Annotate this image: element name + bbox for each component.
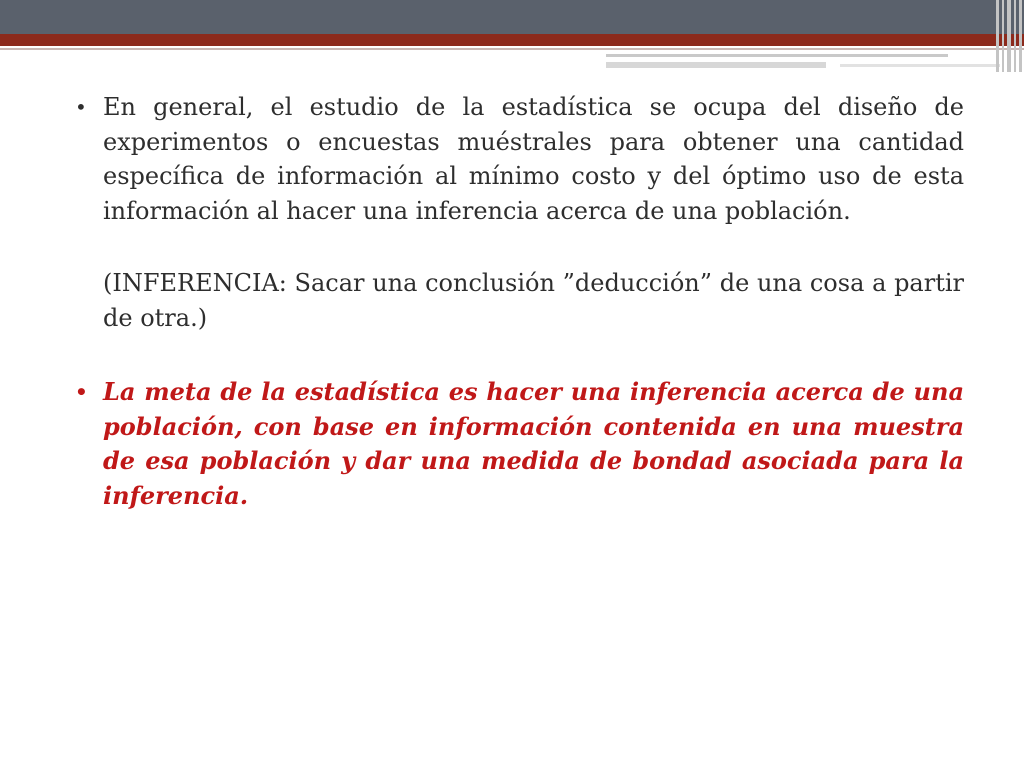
header-red-stripe [0,34,1024,46]
paragraph-text: (INFERENCIA: Sacar una conclusión ”deducción” de una cosa a partir de otra.) [103,269,964,332]
paragraph-text: En general, el estudio de la estadística se ocupa del diseño de experimentos o encuestas muéstrales para obtener una cantidad específica de información al mínimo costo y del óptimo uso de esta información al hacer una inferencia acerca de una población. [103,93,964,225]
header-accent-bar [840,64,1000,67]
header-vertical-lines [994,0,1024,72]
header-divider-line [0,48,1024,50]
bullet-icon: • [75,95,87,119]
slide-body [75,90,964,513]
header-accent-bar [606,62,826,68]
highlight-bullet-paragraph [75,375,964,513]
header-band [0,0,1024,34]
bullet-icon: • [75,380,88,404]
header-accent-bar [606,54,948,57]
paragraph-text: La meta de la estadística es hacer una inferencia acerca de una población, con base en información contenida en una muestra de esa población y dar una medida de bondad asociada para la inferencia. [103,377,964,510]
bullet-paragraph [75,90,964,228]
note-paragraph [75,266,964,335]
